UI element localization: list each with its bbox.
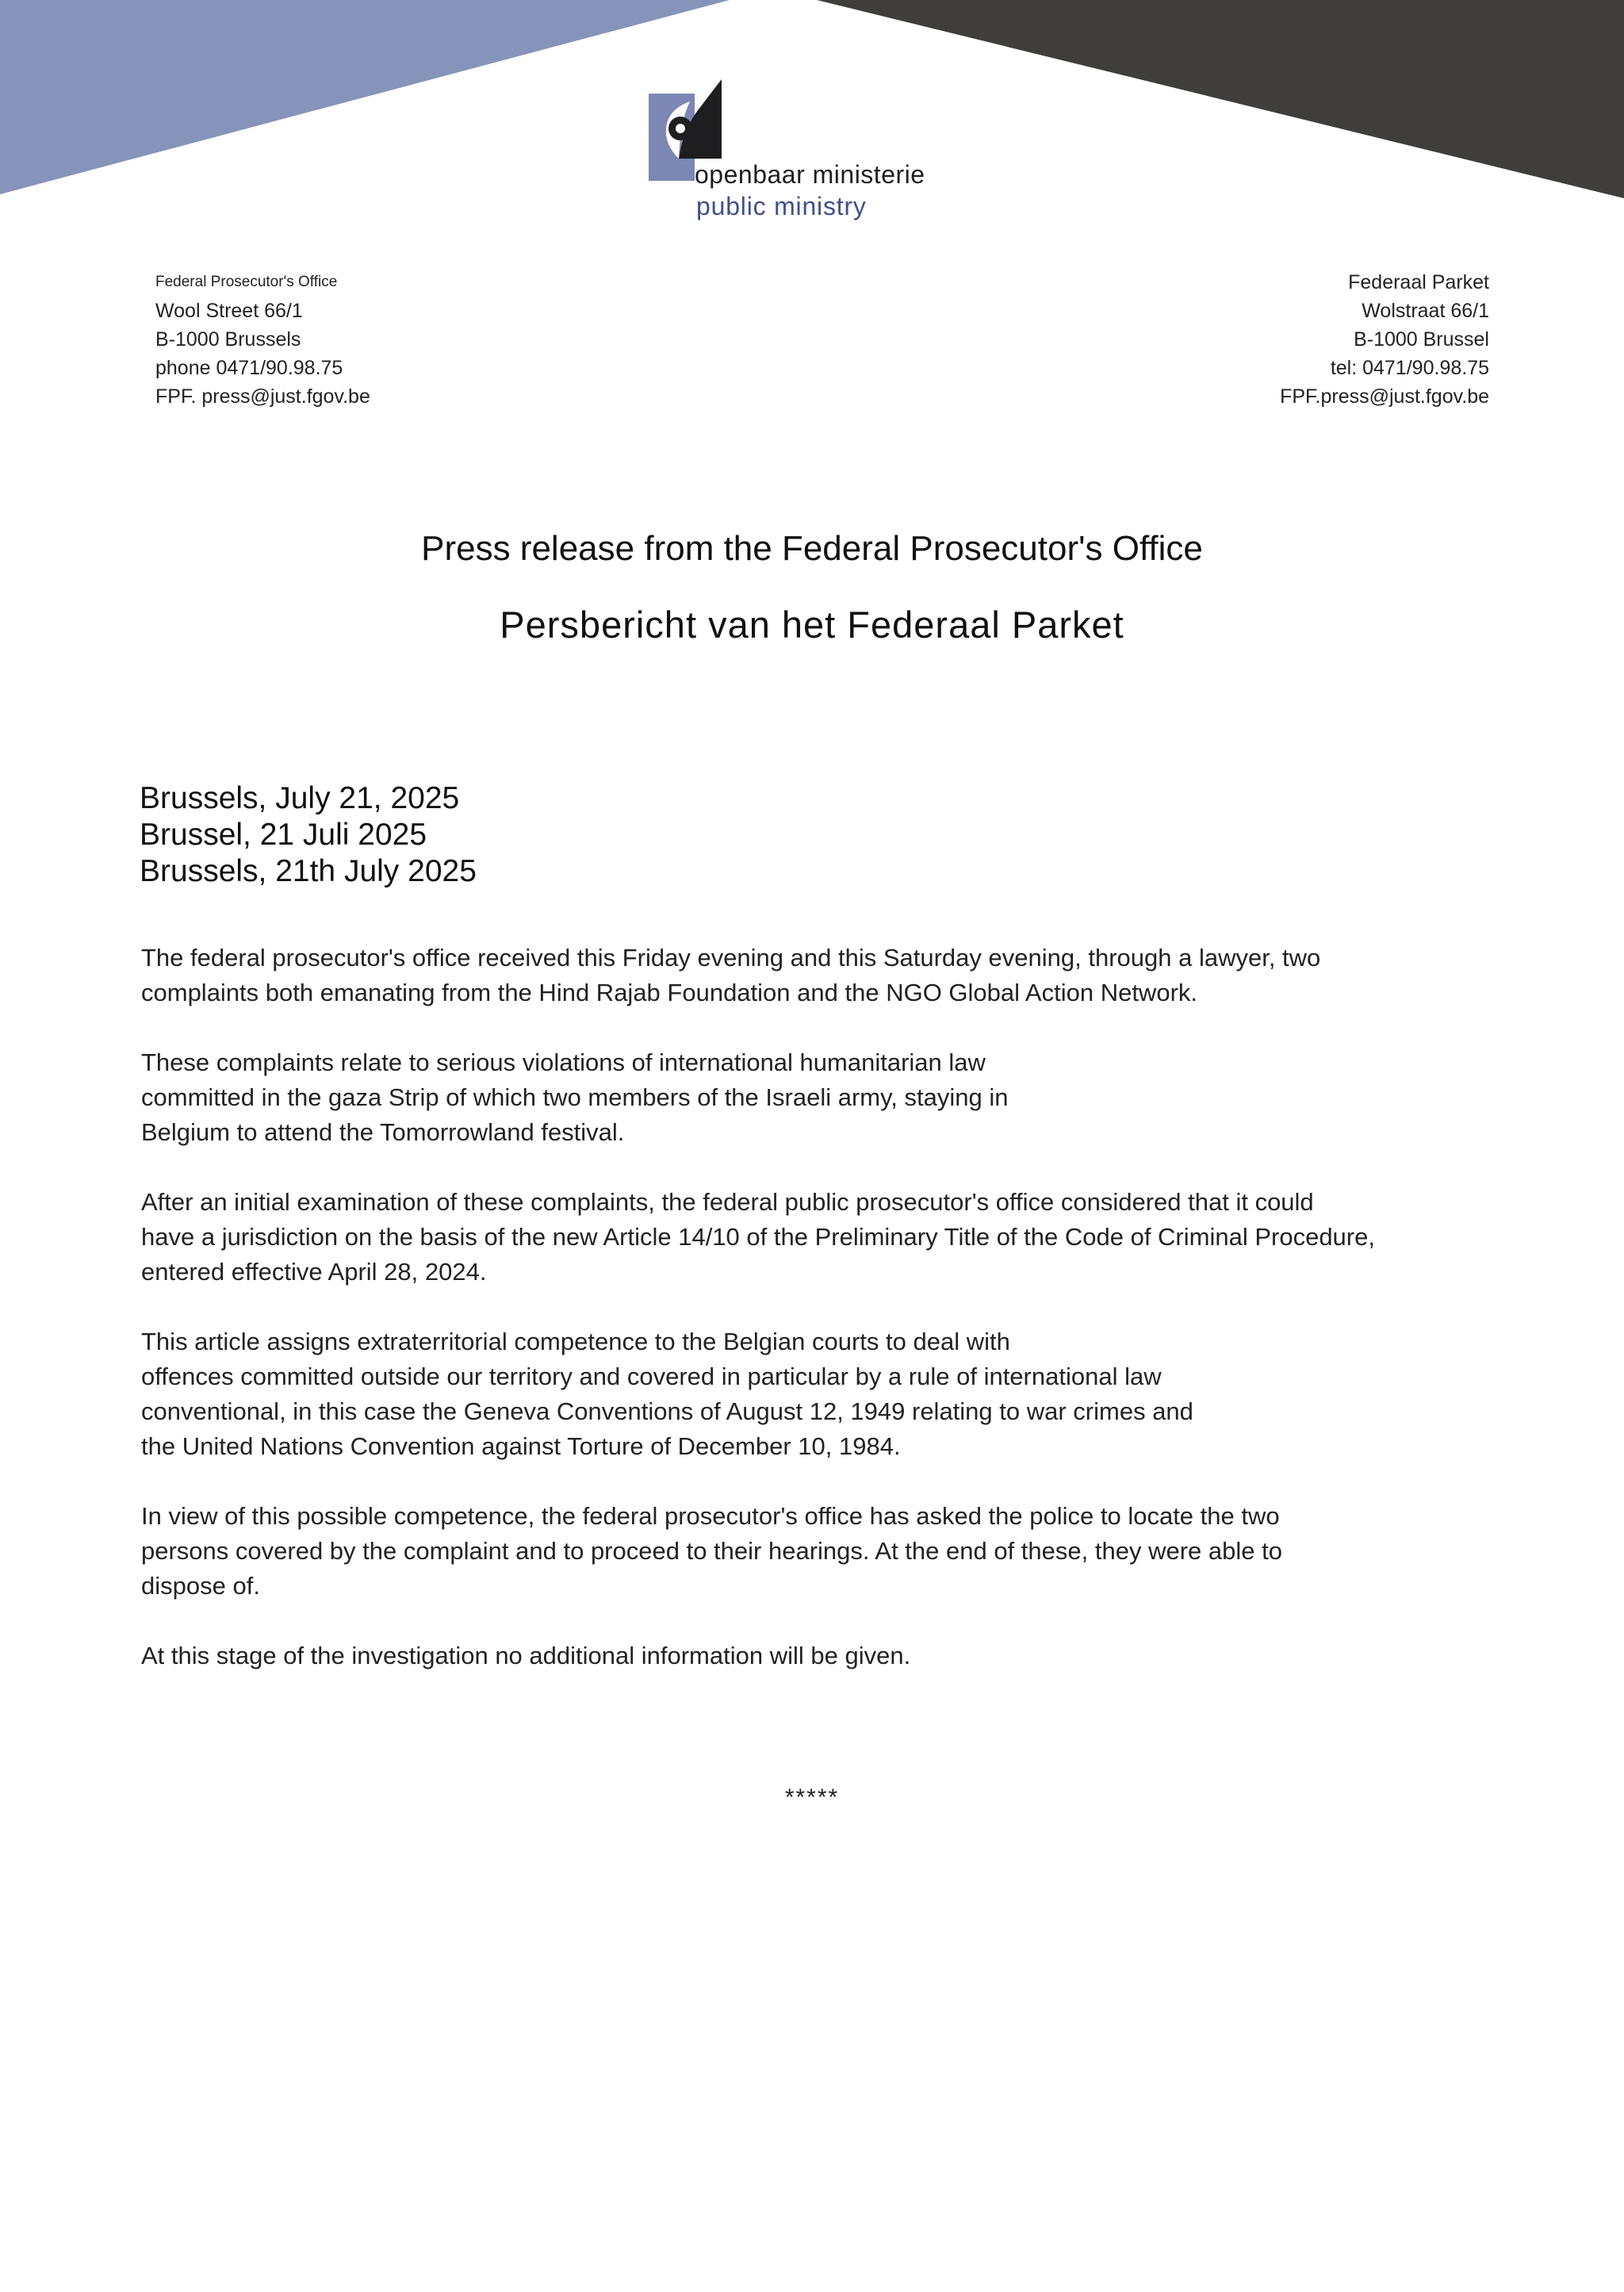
- email-address: FPF.press@just.fgov.be: [1280, 385, 1489, 408]
- paragraph-line: have a jurisdiction on the basis of the new Article 14/10 of the Preliminary Title of the Code of Criminal Procedure,: [141, 1223, 1375, 1251]
- date-line: Brussels, July 21, 2025: [140, 781, 460, 815]
- paragraph-line: entered effective April 28, 2024.: [141, 1258, 487, 1286]
- paragraph: [141, 1185, 1513, 1290]
- paragraph-line: At this stage of the investigation no additional information will be given.: [141, 1642, 911, 1669]
- paragraph-line: After an initial examination of these complaints, the federal public prosecutor's office considered that it could: [141, 1188, 1314, 1216]
- public-ministry-logo: [649, 79, 982, 230]
- street-address: Wool Street 66/1: [155, 300, 303, 322]
- paragraph-line: This article assigns extraterritorial competence to the Belgian courts to deal with: [141, 1328, 1010, 1355]
- paragraph-line: conventional, in this case the Geneva Conventions of August 12, 1949 relating to war crimes and: [141, 1397, 1193, 1425]
- paragraph-line: The federal prosecutor's office received this Friday evening and this Saturday evening, through a lawyer, two: [141, 944, 1321, 972]
- paragraph: [141, 941, 1513, 1010]
- city-address: B-1000 Brussel: [1354, 328, 1489, 351]
- paragraph: [141, 1639, 1513, 1673]
- title-dutch: Persbericht van het Federaal Parket: [500, 604, 1124, 646]
- paragraph-line: In view of this possible competence, the federal prosecutor's office has asked the police to locate the two: [141, 1502, 1280, 1530]
- paragraph: [141, 1045, 1513, 1150]
- paragraph-line: complaints both emanating from the Hind Rajab Foundation and the NGO Global Action Network.: [141, 979, 1198, 1006]
- office-name: Federal Prosecutor's Office: [155, 274, 338, 290]
- address-block-dutch: [1280, 268, 1489, 411]
- end-separator: *****: [784, 1784, 840, 1811]
- email-address: FPF. press@just.fgov.be: [155, 385, 370, 408]
- title-english: Press release from the Federal Prosecutor's Office: [421, 529, 1203, 568]
- phone-number: tel: 0471/90.98.75: [1330, 357, 1489, 379]
- press-release-body: [141, 941, 1513, 1708]
- paragraph-line: committed in the gaza Strip of which two members of the Israeli army, staying in: [141, 1083, 1009, 1111]
- logo-text-dutch: openbaar ministerie: [695, 160, 925, 189]
- paragraph-line: offences committed outside our territory and covered in particular by a rule of international law: [141, 1363, 1162, 1390]
- paragraph-line: persons covered by the complaint and to proceed to their hearings. At the end of these, they were able to: [141, 1537, 1282, 1565]
- logo-text-english: public ministry: [696, 192, 867, 220]
- office-name: Federaal Parket: [1348, 271, 1489, 293]
- phone-number: phone 0471/90.98.75: [155, 357, 343, 379]
- paragraph-line: Belgium to attend the Tomorrowland festival.: [141, 1118, 625, 1146]
- city-address: B-1000 Brussels: [155, 328, 301, 351]
- paragraph-line: dispose of.: [141, 1572, 260, 1600]
- left-banner-shape: [0, 0, 730, 194]
- paragraph: [141, 1324, 1513, 1464]
- date-block: [140, 780, 477, 890]
- document-titles: [0, 523, 1624, 650]
- date-line: Brussels, 21th July 2025: [140, 854, 477, 888]
- date-line: Brussel, 21 Juli 2025: [140, 818, 427, 852]
- paragraph-line: These complaints relate to serious violations of international humanitarian law: [141, 1048, 986, 1076]
- paragraph: [141, 1499, 1513, 1604]
- paragraph-line: the United Nations Convention against Torture of December 10, 1984.: [141, 1432, 901, 1460]
- street-address: Wolstraat 66/1: [1362, 300, 1489, 322]
- address-block-english: [155, 268, 370, 411]
